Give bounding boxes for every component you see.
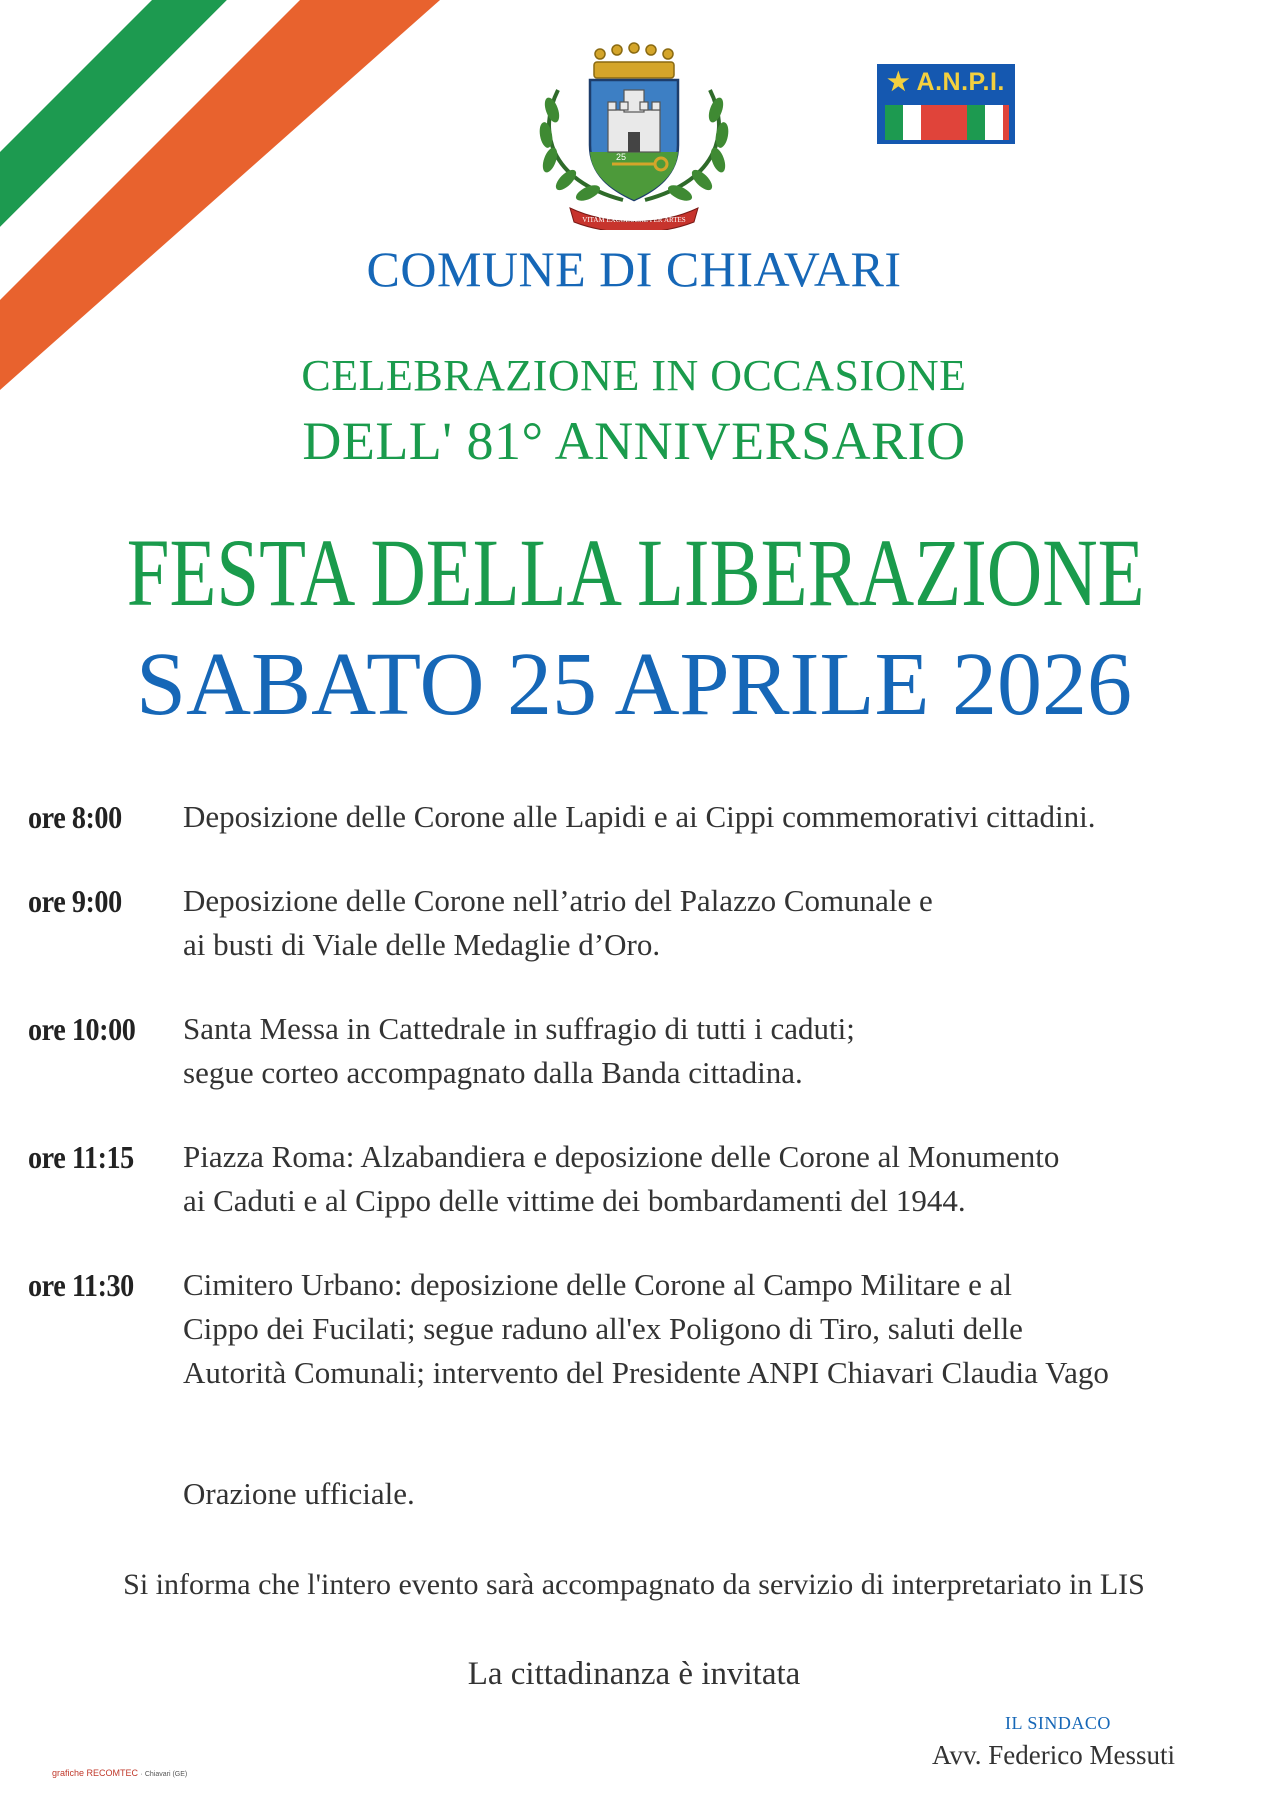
crest-key-number: 25 xyxy=(616,152,627,162)
comune-title: COMUNE DI CHIAVARI xyxy=(366,241,902,297)
printer-credit xyxy=(52,1768,187,1778)
program-text: Santa Messa in Cattedrale in suffragio di tutti i caduti; xyxy=(183,1011,855,1046)
subtitle-line1: CELEBRAZIONE IN OCCASIONE xyxy=(301,351,967,400)
printer-name: grafiche RECOMTEC xyxy=(52,1768,139,1778)
program-time: ore 8:00 xyxy=(28,799,122,835)
program-text: Deposizione delle Corone alle Lapidi e ai Cippi commemorativi cittadini. xyxy=(183,799,1096,834)
program-time: ore 11:30 xyxy=(28,1267,134,1303)
printer-city: · Chiavari (GE) xyxy=(140,1771,188,1778)
program-text: segue corteo accompagnato dalla Banda cittadina. xyxy=(183,1055,803,1090)
program-text: ai Caduti e al Cippo delle vittime dei bombardamenti del 1944. xyxy=(183,1183,966,1218)
invitation-text: La cittadinanza è invitata xyxy=(467,1656,801,1692)
anpi-flag-icon xyxy=(877,101,1015,144)
chiavari-coat-of-arms xyxy=(528,40,740,230)
tricolor-stripes xyxy=(0,0,450,400)
program-item xyxy=(28,795,1248,839)
subtitle-line2: DELL' 81° ANNIVERSARIO xyxy=(302,411,966,471)
anpi-logo xyxy=(877,64,1015,144)
program-item xyxy=(28,1135,1248,1223)
anpi-label: ★ A.N.P.I. xyxy=(877,64,1015,101)
signature-role: IL SINDACO xyxy=(1005,1713,1111,1733)
program-text: Cimitero Urbano: deposizione delle Corone al Campo Militare e al xyxy=(183,1267,1013,1302)
program-list xyxy=(28,795,1248,1435)
program-item xyxy=(28,1263,1248,1395)
lis-note: Si informa che l'intero evento sarà accompagnato da servizio di interpretariato in LIS xyxy=(123,1568,1145,1601)
orazione-ufficiale: Orazione ufficiale. xyxy=(183,1476,415,1511)
program-text: Autorità Comunali; intervento del Presidente ANPI Chiavari Claudia Vago xyxy=(183,1355,1109,1390)
main-title: FESTA DELLA LIBERAZIONE xyxy=(126,519,1145,626)
program-time: ore 10:00 xyxy=(28,1011,136,1047)
program-text: Cippo dei Fucilati; segue raduno all'ex Poligono di Tiro, saluti delle xyxy=(183,1311,1023,1346)
event-date: SABATO 25 APRILE 2026 xyxy=(136,635,1132,734)
program-text: Deposizione delle Corone nell’atrio del Palazzo Comunale e xyxy=(183,883,933,918)
program-time: ore 9:00 xyxy=(28,883,122,919)
program-text: ai busti di Viale delle Medaglie d’Oro. xyxy=(183,927,661,962)
crest-motto: VITAM EXCOLUERE PER ARTES xyxy=(582,216,686,224)
signature-name: Avv. Federico Messuti xyxy=(932,1740,1175,1770)
program-text: Piazza Roma: Alzabandiera e deposizione delle Corone al Monumento xyxy=(183,1139,1060,1174)
program-item xyxy=(28,1007,1248,1095)
program-time: ore 11:15 xyxy=(28,1139,134,1175)
program-item xyxy=(28,879,1248,967)
